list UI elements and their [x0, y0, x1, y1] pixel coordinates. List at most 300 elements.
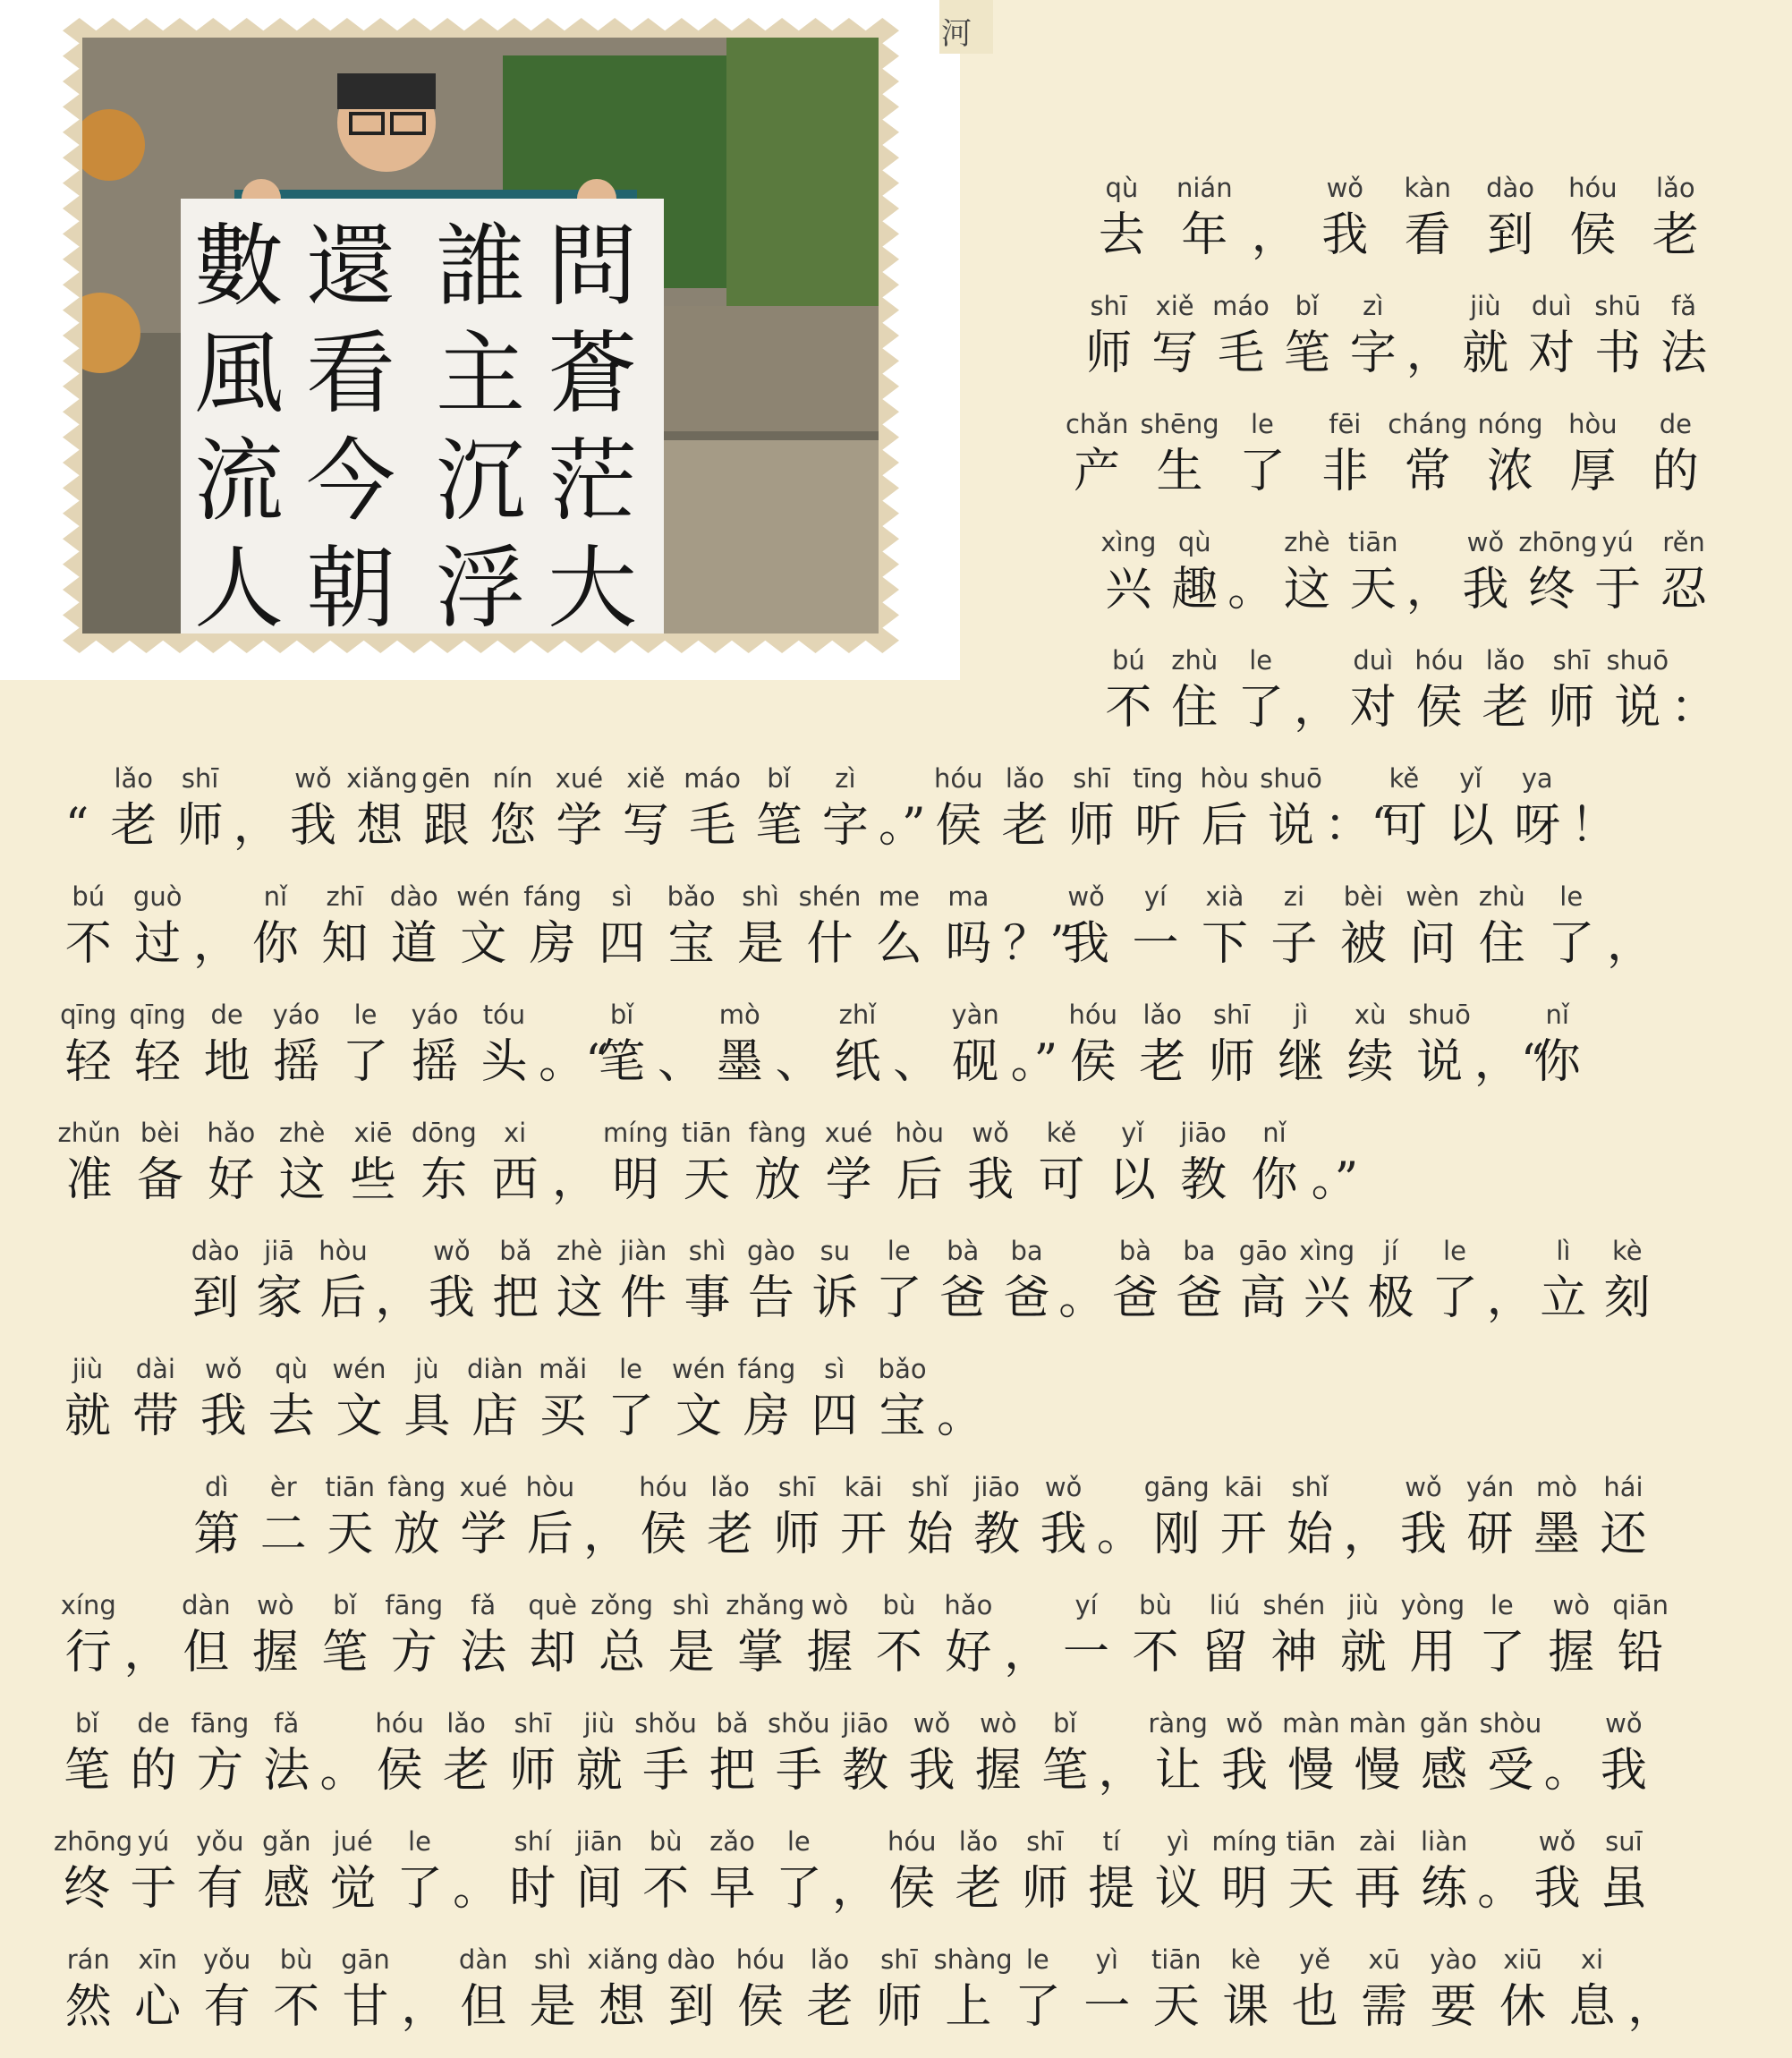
hanzi: 再: [1354, 1862, 1401, 1916]
hanzi: 方: [196, 1744, 243, 1798]
pinyin: yòng: [1400, 1590, 1465, 1620]
pinyin: jiā: [264, 1236, 295, 1266]
hanzi: 握: [251, 1626, 299, 1680]
syllable: [251, 1469, 318, 1568]
syllable: [1469, 170, 1551, 268]
hanzi: 的: [1652, 445, 1699, 498]
syllable: [864, 1587, 933, 1686]
syllable: [630, 1469, 697, 1568]
pinyin: [1570, 761, 1617, 796]
pinyin: hóu: [1568, 173, 1618, 203]
pinyin: [879, 761, 925, 796]
syllable: [1192, 761, 1258, 859]
syllable: [379, 879, 448, 977]
syllable: [1532, 1233, 1595, 1331]
syllable: [337, 1115, 408, 1213]
hanzi: 年: [1181, 208, 1228, 262]
syllable: [1058, 997, 1127, 1095]
pinyin: kè: [1230, 1944, 1261, 1975]
syllable: [54, 1705, 120, 1804]
hanzi: 说: [1268, 799, 1315, 853]
hanzi: 道: [390, 917, 437, 971]
pinyin: xiū: [1503, 1944, 1542, 1975]
pinyin: bù: [1139, 1590, 1172, 1620]
hanzi: 写: [622, 799, 669, 853]
hanzi: 侯: [737, 1980, 785, 2034]
pinyin: xià: [1205, 881, 1244, 912]
hanzi: 老: [1001, 799, 1049, 853]
text-line: [54, 1115, 1360, 1213]
pinyin: qù: [275, 1354, 309, 1384]
syllable: [1477, 1705, 1543, 1804]
hanzi: ，: [1607, 917, 1654, 971]
syllable: [480, 761, 546, 859]
pinyin: zhǔn: [57, 1118, 121, 1148]
punctuation: [54, 761, 100, 859]
syllable: [726, 1587, 805, 1686]
hanzi: 好: [208, 1153, 255, 1207]
hanzi: 去: [268, 1390, 315, 1443]
hanzi: 的: [130, 1744, 177, 1798]
hanzi: 后: [896, 1153, 943, 1207]
hanzi: 终: [1528, 563, 1575, 617]
syllable: [1405, 997, 1474, 1095]
syllable: [1295, 1233, 1358, 1331]
pinyin: [583, 1469, 630, 1505]
punctuation: [937, 1351, 984, 1450]
hanzi: 呀: [1514, 799, 1561, 853]
pinyin: liàn: [1420, 1826, 1468, 1857]
pinyin: shì: [742, 881, 779, 912]
syllable: [675, 1233, 739, 1331]
pinyin: bǎ: [716, 1708, 749, 1739]
hanzi: 时: [509, 1862, 556, 1916]
punctuation: [1606, 879, 1654, 977]
pinyin: gǎn: [1419, 1708, 1469, 1739]
pinyin: fāng: [191, 1708, 250, 1739]
hanzi: 子: [1270, 917, 1318, 971]
syllable: [1138, 406, 1220, 505]
pinyin: fǎ: [1671, 291, 1697, 321]
hanzi: 我: [967, 1153, 1015, 1207]
hanzi: 教: [842, 1744, 889, 1798]
hanzi: 刚: [1153, 1508, 1201, 1561]
syllable: [393, 1351, 461, 1450]
hanzi: 上: [945, 1980, 992, 2034]
hanzi: 不: [64, 917, 112, 971]
syllable: [733, 1351, 801, 1450]
syllable: [763, 1469, 830, 1568]
syllable: [1211, 1705, 1278, 1804]
pinyin: zhǎng: [726, 1590, 805, 1620]
hanzi: 想: [599, 1980, 646, 2034]
syllable: [1558, 1942, 1626, 2040]
scroll-left-char: 看: [306, 321, 395, 426]
hanzi: 感: [1421, 1744, 1468, 1798]
punctuation: [1544, 1705, 1591, 1804]
pinyin: nǐ: [1545, 999, 1569, 1030]
pinyin: [123, 1587, 171, 1623]
syllable: [1103, 1233, 1167, 1331]
hanzi: 师: [1021, 1862, 1068, 1916]
pinyin: tiān: [1347, 527, 1398, 557]
punctuation: [1406, 288, 1453, 387]
pinyin: hóu: [639, 1472, 688, 1502]
pinyin: [1003, 1587, 1051, 1623]
hanzi: 让: [1154, 1744, 1202, 1798]
pinyin: nǐ: [263, 881, 288, 912]
hanzi: 我: [1600, 1744, 1647, 1798]
hanzi: 是: [667, 1626, 715, 1680]
syllable: [633, 1705, 699, 1804]
syllable: [801, 1351, 869, 1450]
syllable: [120, 1705, 186, 1804]
hanzi: 住: [1478, 917, 1525, 971]
syllable: [172, 1587, 241, 1686]
syllable: [1406, 642, 1473, 741]
pinyin: lǎo: [1005, 763, 1045, 794]
pinyin: bèi: [1343, 881, 1384, 912]
hanzi: ，: [1098, 1744, 1145, 1798]
hanzi: 受: [1487, 1744, 1534, 1798]
syllable: [261, 1942, 330, 2040]
pinyin: lǎo: [810, 1944, 850, 1975]
hanzi: 笔: [64, 1744, 111, 1798]
pinyin: wǒ: [204, 1354, 242, 1384]
pinyin: zài: [1359, 1826, 1397, 1857]
pinyin: duì: [1353, 645, 1394, 676]
syllable: [253, 1705, 319, 1804]
syllable: [1398, 1587, 1467, 1686]
syllable: [830, 1469, 897, 1568]
syllable: [1539, 642, 1605, 741]
pinyin: tí: [1102, 1826, 1121, 1857]
hanzi: 我: [1063, 917, 1110, 971]
hanzi: ，: [832, 1862, 879, 1916]
syllable: [864, 1942, 933, 2040]
syllable: [253, 1824, 319, 1922]
pinyin: máo: [1212, 291, 1270, 321]
syllable: [346, 761, 418, 859]
hanzi: “: [64, 799, 89, 853]
hanzi: 立: [1540, 1271, 1587, 1325]
syllable: [1606, 1587, 1675, 1686]
hanzi: 听: [1134, 799, 1182, 853]
syllable: [1258, 761, 1324, 859]
pinyin: [1098, 1705, 1144, 1741]
hanzi: 觉: [329, 1862, 377, 1916]
hanzi: 以: [1108, 1153, 1156, 1207]
hanzi: 后: [526, 1508, 573, 1561]
pinyin: xiě: [1155, 291, 1194, 321]
scroll-right-char: 浮: [436, 536, 525, 634]
syllable: [1551, 170, 1634, 268]
pinyin: shuō: [1260, 763, 1322, 794]
pinyin: hòu: [895, 1118, 945, 1148]
hanzi: ，: [1486, 1271, 1533, 1325]
pinyin: tiān: [682, 1118, 732, 1148]
hanzi: 也: [1291, 1980, 1338, 2034]
pinyin: rěn: [1662, 527, 1705, 557]
hanzi: 教: [973, 1508, 1021, 1561]
pinyin: ba: [1183, 1236, 1216, 1266]
hanzi: 握: [806, 1626, 854, 1680]
syllable: [480, 1115, 550, 1213]
hanzi: 什: [806, 917, 854, 971]
pinyin: kě: [1389, 763, 1420, 794]
syllable: [812, 761, 879, 859]
pinyin: [1245, 170, 1304, 206]
syllable: [124, 1115, 195, 1213]
syllable: [517, 1469, 584, 1568]
syllable: [671, 1115, 742, 1213]
hanzi: 兴: [1304, 1271, 1351, 1325]
hanzi: 要: [1430, 1980, 1477, 2034]
hanzi: 学: [556, 799, 603, 853]
syllable: [896, 1469, 964, 1568]
text-line: [54, 997, 1717, 1095]
pinyin: fáng: [523, 881, 582, 912]
hanzi: 以: [1447, 799, 1494, 853]
pinyin: qīng: [129, 999, 186, 1030]
syllable: [930, 1233, 994, 1331]
hanzi: 忍: [1660, 563, 1708, 617]
hanzi: 休: [1499, 1980, 1547, 2034]
hanzi: ，: [401, 1980, 448, 2034]
syllable: [1345, 1705, 1411, 1804]
syllable: [1274, 524, 1340, 623]
hanzi: 神: [1270, 1626, 1318, 1680]
pinyin: rán: [66, 1944, 110, 1975]
syllable: [823, 997, 892, 1095]
hanzi: ？”: [1003, 917, 1074, 971]
syllable: [613, 761, 679, 859]
pinyin: [775, 997, 823, 1033]
pinyin: wǒ: [294, 763, 332, 794]
hanzi: 下: [1201, 917, 1248, 971]
pinyin: [319, 1705, 366, 1741]
hanzi: 我: [1462, 563, 1509, 617]
syllable: [934, 1587, 1003, 1686]
syllable: [955, 1115, 1025, 1213]
pinyin: shí: [514, 1826, 552, 1857]
hanzi: 学: [825, 1153, 872, 1207]
syllable: [461, 1351, 529, 1450]
text-line: [183, 1233, 1717, 1331]
hanzi: 到: [667, 1980, 715, 2034]
hanzi: 侯: [935, 799, 982, 853]
pinyin: [453, 1824, 499, 1859]
syllable: [803, 1233, 867, 1331]
hanzi: 四: [599, 917, 646, 971]
hanzi: 爸: [1176, 1271, 1223, 1325]
hanzi: ，: [123, 1626, 171, 1680]
pinyin: diàn: [466, 1354, 523, 1384]
pinyin: bǐ: [1053, 1708, 1077, 1739]
syllable: [420, 1233, 483, 1331]
hanzi: 我: [200, 1390, 247, 1443]
hanzi: 手: [642, 1744, 690, 1798]
syllable: [795, 1587, 864, 1686]
hanzi: 于: [1594, 563, 1642, 617]
hanzi: 、: [893, 1035, 940, 1089]
hanzi: 。: [937, 1390, 984, 1443]
hanzi: 始: [1287, 1508, 1334, 1561]
pinyin: zhōng: [54, 1826, 133, 1857]
hanzi: 我: [908, 1744, 955, 1798]
syllable: [448, 879, 517, 977]
pinyin: bà: [947, 1236, 980, 1266]
pinyin: lǎo: [114, 763, 154, 794]
pinyin: tóu: [482, 999, 526, 1030]
pinyin: wèn: [1406, 881, 1460, 912]
syllable: [1467, 1587, 1536, 1686]
pinyin: me: [878, 881, 920, 912]
syllable: [1032, 1705, 1098, 1804]
syllable: [317, 1469, 384, 1568]
pinyin: gāng: [1143, 1472, 1210, 1502]
pinyin: jí: [1383, 1236, 1398, 1266]
scroll-right-char: 問: [548, 214, 637, 319]
syllable: [1051, 879, 1120, 977]
pinyin: fàng: [748, 1118, 807, 1148]
hanzi: 可: [1038, 1153, 1085, 1207]
pinyin: bǎo: [878, 1354, 927, 1384]
hanzi: 爸: [1111, 1271, 1159, 1325]
hanzi: 侯: [1069, 1035, 1117, 1089]
punctuation: [1227, 524, 1274, 623]
pinyin: lǎo: [1142, 999, 1183, 1030]
syllable: [518, 879, 587, 977]
syllable: [1239, 1115, 1310, 1213]
syllable: [499, 1824, 565, 1922]
syllable: [1473, 642, 1539, 741]
punctuation: [123, 1587, 171, 1686]
pinyin: dàn: [458, 1944, 508, 1975]
pinyin: yě: [1299, 1944, 1331, 1975]
pinyin: le: [1025, 1944, 1049, 1975]
hanzi: 法: [460, 1626, 507, 1680]
syllable: [319, 1824, 386, 1922]
syllable: [1012, 1824, 1078, 1922]
hanzi: 笔: [1283, 327, 1330, 380]
hanzi: 字: [821, 799, 869, 853]
hanzi: 爸: [1003, 1271, 1050, 1325]
text-line: [54, 1351, 984, 1450]
pinyin: zhè: [556, 1236, 603, 1266]
hanzi: 侯: [1415, 681, 1463, 735]
text-line: [1095, 524, 1717, 623]
punctuation: [1058, 1233, 1106, 1331]
syllable: [1488, 1942, 1557, 2040]
syllable: [1142, 288, 1208, 387]
hanzi: 墨: [1533, 1508, 1581, 1561]
syllable: [1168, 1233, 1231, 1331]
pinyin: [1477, 1824, 1524, 1859]
syllable: [123, 997, 191, 1095]
syllable: [940, 997, 1009, 1095]
syllable: [241, 879, 310, 977]
hanzi: 总: [599, 1626, 646, 1680]
pinyin: yì: [1167, 1826, 1190, 1857]
hanzi: 不: [875, 1626, 922, 1680]
hanzi: 研: [1466, 1508, 1514, 1561]
syllable: [1190, 1587, 1259, 1686]
hanzi: 手: [775, 1744, 822, 1798]
hanzi: 轻: [134, 1035, 182, 1089]
syllable: [611, 1233, 675, 1331]
syllable: [795, 1942, 864, 2040]
hanzi: 想: [356, 799, 403, 853]
pinyin: dào: [1486, 173, 1535, 203]
pinyin: le: [786, 1826, 811, 1857]
syllable: [1208, 288, 1274, 387]
syllable: [884, 1115, 955, 1213]
scroll-right-char: 大: [548, 536, 637, 634]
hanzi: 息: [1568, 1980, 1616, 2034]
hanzi: 是: [529, 1980, 576, 2034]
scroll-right-char: 主: [436, 321, 525, 426]
pinyin: le: [408, 1826, 431, 1857]
pinyin: shī: [181, 763, 219, 794]
syllable: [1221, 406, 1304, 505]
pinyin: xué: [555, 763, 604, 794]
hanzi: 续: [1346, 1035, 1394, 1089]
syllable: [813, 1115, 884, 1213]
calligraphy-photo: [82, 38, 879, 634]
hanzi: 于: [130, 1862, 177, 1916]
pinyin: hóu: [1068, 999, 1118, 1030]
syllable: [1260, 879, 1329, 977]
syllable: [1345, 1824, 1411, 1922]
syllable: [1121, 1587, 1190, 1686]
pinyin: [1344, 1469, 1390, 1505]
pinyin: [375, 1233, 420, 1269]
pinyin: wǒ: [913, 1708, 951, 1739]
hanzi: 跟: [422, 799, 470, 853]
pinyin: [400, 1942, 448, 1977]
syllable: [1523, 997, 1592, 1095]
punctuation: [1324, 761, 1395, 859]
syllable: [433, 1705, 499, 1804]
syllable: [1635, 406, 1717, 505]
punctuation: [1670, 642, 1717, 741]
pinyin: [1227, 524, 1274, 560]
punctuation: [1097, 1469, 1143, 1568]
pinyin: xìng: [1299, 1236, 1355, 1266]
pinyin: le: [887, 1236, 911, 1266]
pinyin: [1406, 288, 1453, 324]
pinyin: xū: [1368, 1944, 1400, 1975]
pinyin: jiù: [72, 1354, 104, 1384]
syllable: [587, 997, 656, 1095]
syllable: [1210, 1469, 1278, 1568]
hanzi: 侯: [376, 1744, 423, 1798]
syllable: [665, 1351, 733, 1450]
hanzi: 开: [1219, 1508, 1267, 1561]
hanzi: 不: [1105, 681, 1152, 735]
hanzi: 到: [191, 1271, 239, 1325]
hanzi: 我: [1221, 1744, 1269, 1798]
pinyin: cháng: [1388, 409, 1468, 439]
hanzi: ，“: [1474, 1035, 1545, 1089]
pinyin: shī: [1552, 645, 1591, 676]
syllable: [587, 1587, 656, 1686]
syllable: [1411, 1705, 1477, 1804]
hanzi: 高: [1239, 1271, 1287, 1325]
pinyin: shǐ: [911, 1472, 949, 1502]
syllable: [379, 1587, 448, 1686]
